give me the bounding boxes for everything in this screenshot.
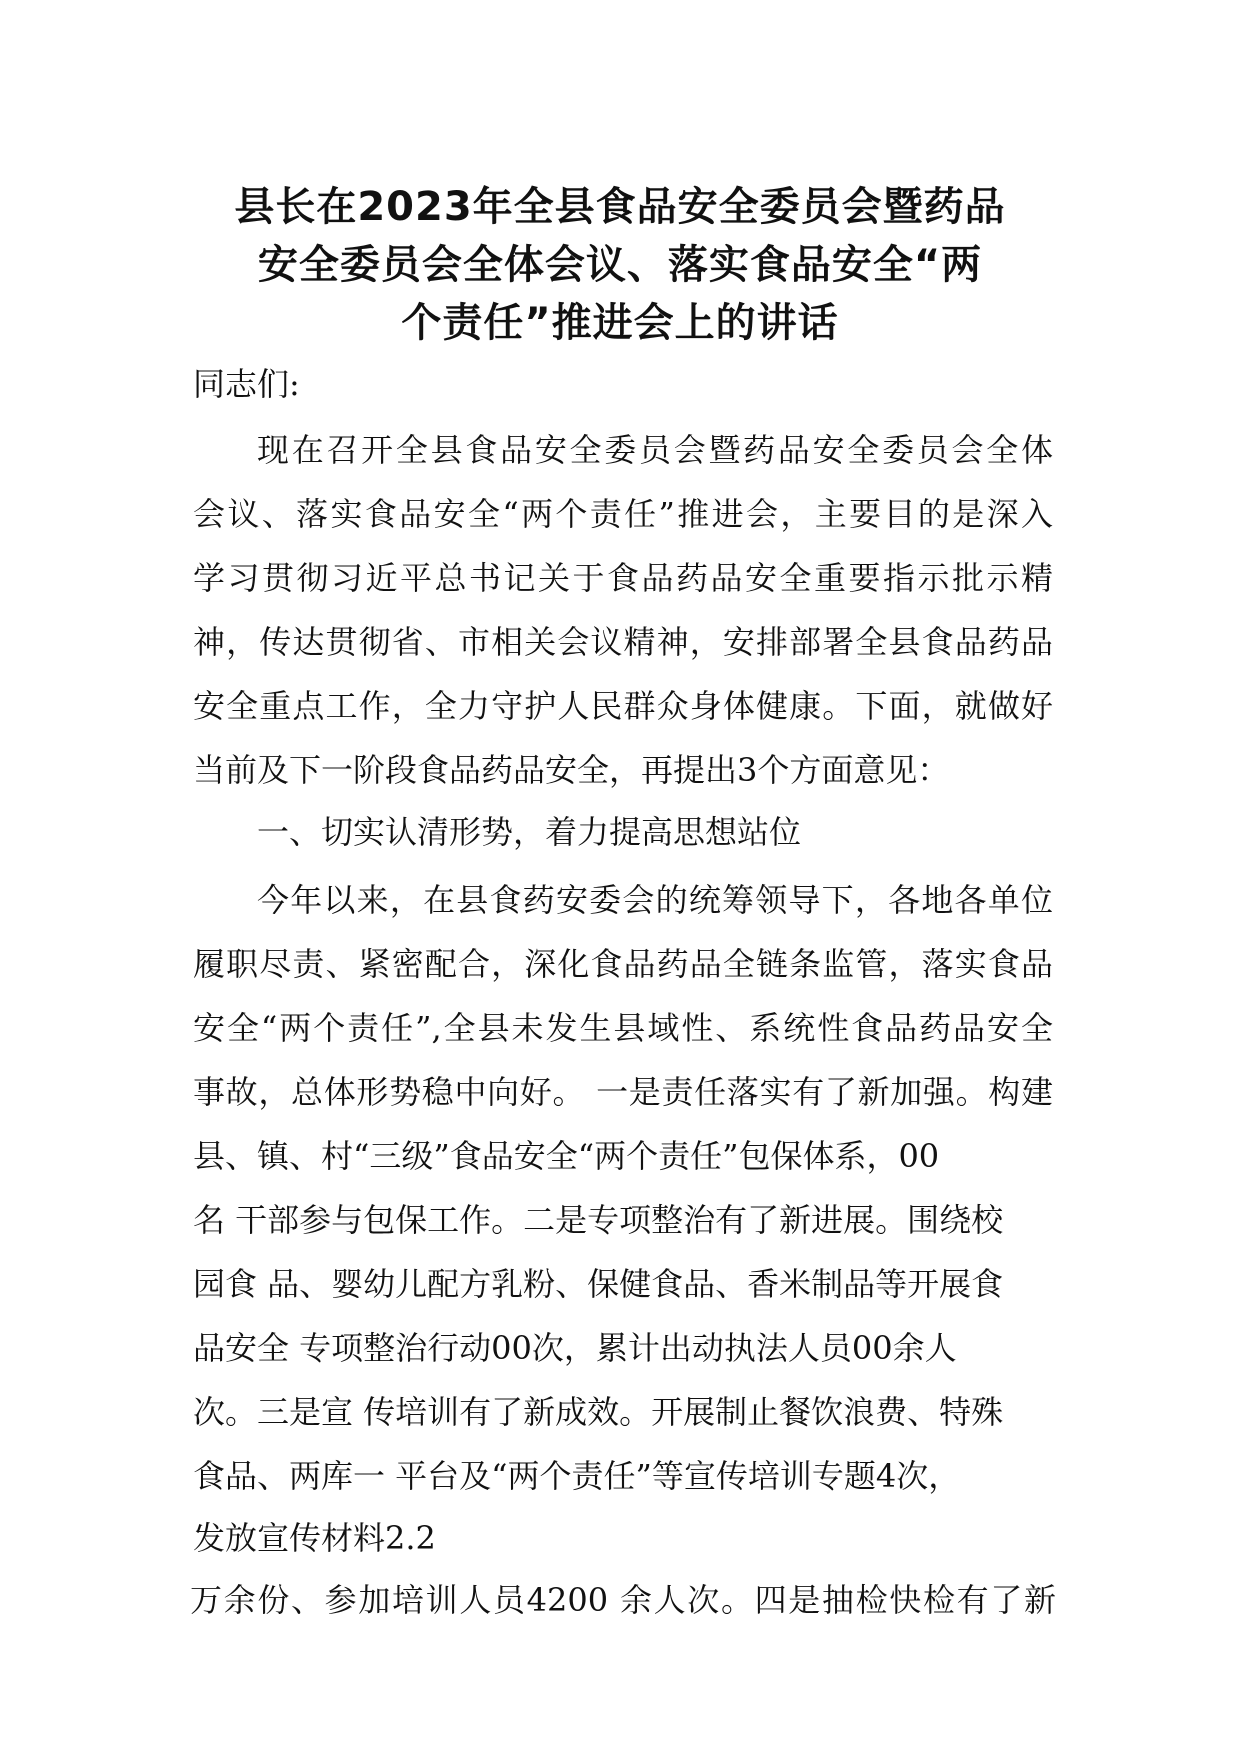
body-line: 食品、两库一 平台及“两个责任”等宣传培训专题4次， bbox=[193, 1457, 961, 1495]
body-line: 安全“两个责任”,全县未发生县域性、系统性食品药品安全 bbox=[193, 1009, 1053, 1047]
title-line-1: 县长在2023年全县食品安全委员会暨药品 bbox=[234, 184, 1006, 230]
body-line: 县、镇、村“三级”食品安全“两个责任”包保体系，00 bbox=[193, 1137, 940, 1175]
body-line: 履职尽责、紧密配合，深化食品药品全链条监管，落实食品 bbox=[193, 945, 1053, 983]
salutation: 同志们: bbox=[193, 365, 300, 403]
body-line: 安全重点工作，全力守护人民群众身体健康。下面，就做好 bbox=[193, 687, 1053, 725]
body-line: 园食 品、婴幼儿配方乳粉、保健食品、香米制品等开展食 bbox=[193, 1265, 1004, 1303]
body-line: 次。三是宣 传培训有了新成效。开展制止餐饮浪费、特殊 bbox=[193, 1393, 1004, 1431]
body-line: 发放宣传材料2.2 bbox=[193, 1519, 436, 1557]
title-line-3: 个责任”推进会上的讲话 bbox=[401, 300, 839, 346]
body-line: 名 干部参与包保工作。二是专项整治有了新进展。围绕校 bbox=[193, 1201, 1004, 1239]
body-line: 当前及下一阶段食品药品安全，再提出3个方面意见： bbox=[193, 751, 950, 789]
body-line: 品安全 专项整治行动00次，累计出动执法人员00余人 bbox=[193, 1329, 957, 1367]
body-line: 今年以来，在县食药安委会的统筹领导下，各地各单位 bbox=[257, 881, 1053, 919]
body-line: 事故，总体形势稳中向好。 一是责任落实有了新加强。构建 bbox=[193, 1073, 1053, 1111]
body-line: 万余份、参加培训人员4200 余人次。四是抽检快检有了新 bbox=[190, 1581, 1056, 1619]
title-line-2: 安全委员会全体会议、落实食品安全“两 bbox=[257, 242, 983, 288]
body-line: 现在召开全县食品安全委员会暨药品安全委员会全体 bbox=[257, 431, 1053, 469]
body-line: 神，传达贯彻省、市相关会议精神，安排部署全县食品药品 bbox=[193, 623, 1053, 661]
body-line: 学习贯彻习近平总书记关于食品药品安全重要指示批示精 bbox=[193, 559, 1053, 597]
section-heading: 一、切实认清形势，着力提高思想站位 bbox=[257, 813, 802, 851]
body-line: 会议、落实食品安全“两个责任”推进会，主要目的是深入 bbox=[193, 495, 1053, 533]
document-title bbox=[150, 178, 1090, 352]
